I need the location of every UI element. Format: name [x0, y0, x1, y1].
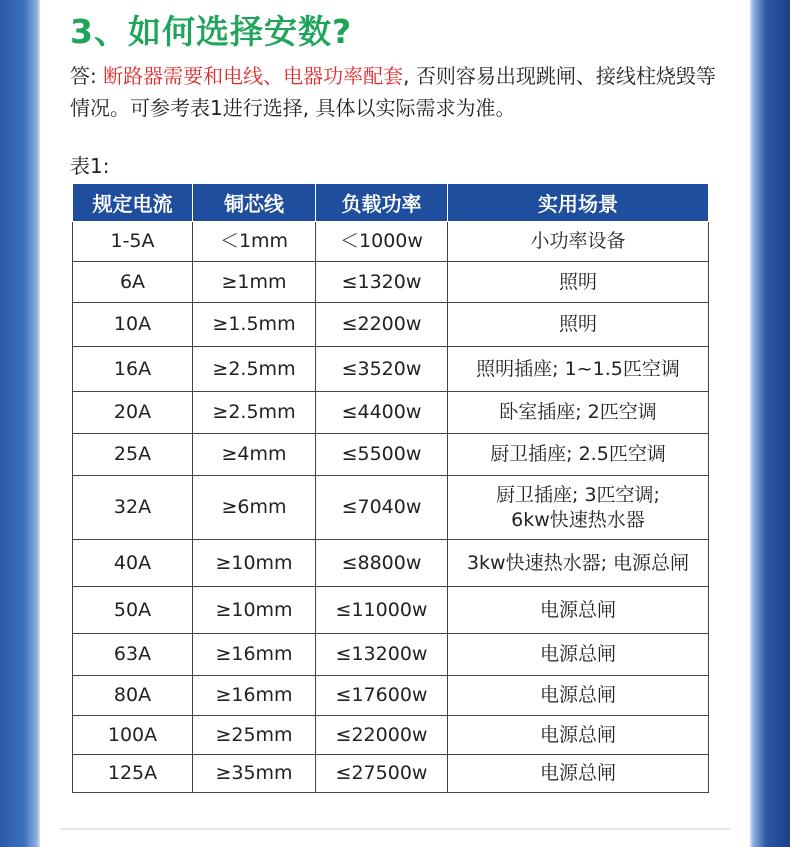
cell-power: ≤1320w: [316, 262, 448, 303]
cell-scene: 照明: [448, 303, 709, 347]
answer-prefix: 答:: [70, 64, 104, 88]
cell-scene: 厨卫插座; 2.5匹空调: [448, 434, 709, 476]
table-row: [73, 222, 709, 262]
cell-current: 32A: [73, 476, 193, 540]
table-row: [73, 676, 709, 716]
table-row: [73, 540, 709, 587]
cell-scene: 卧室插座; 2匹空调: [448, 392, 709, 434]
cell-scene: 小功率设备: [448, 222, 709, 262]
cell-power: ≤2200w: [316, 303, 448, 347]
header-current: 规定电流: [73, 184, 193, 222]
cell-wire: ≥4mm: [193, 434, 316, 476]
section-heading: 3、如何选择安数?: [70, 12, 353, 51]
cell-power: ≤7040w: [316, 476, 448, 540]
table-row: [73, 347, 709, 392]
table-row: [73, 434, 709, 476]
cell-power: ≤13200w: [316, 634, 448, 676]
table-row: [73, 716, 709, 755]
answer-rest: , 否则容易出现跳闸、接线柱烧毁等情况。可参考表1进行选择, 具体以实际需求为准。: [70, 64, 716, 120]
cell-wire: ≥16mm: [193, 676, 316, 716]
cell-current: 40A: [73, 540, 193, 587]
cell-wire: ≥2.5mm: [193, 347, 316, 392]
cell-power: ＜1000w: [316, 222, 448, 262]
cell-current: 100A: [73, 716, 193, 755]
cell-current: 10A: [73, 303, 193, 347]
cell-current: 63A: [73, 634, 193, 676]
cell-scene: 3kw快速热水器; 电源总闸: [448, 540, 709, 587]
cell-scene: 照明插座; 1~1.5匹空调: [448, 347, 709, 392]
cell-scene: 电源总闸: [448, 634, 709, 676]
cell-scene: 厨卫插座; 3匹空调; 6kw快速热水器: [448, 476, 709, 540]
table-row: [73, 303, 709, 347]
cell-power: ≤22000w: [316, 716, 448, 755]
cell-scene: 电源总闸: [448, 676, 709, 716]
cell-power: ≤4400w: [316, 392, 448, 434]
cell-wire: ≥2.5mm: [193, 392, 316, 434]
cell-power: ≤5500w: [316, 434, 448, 476]
table-row: [73, 392, 709, 434]
cell-scene: 电源总闸: [448, 755, 709, 793]
header-power: 负载功率: [316, 184, 448, 222]
breaker-spec-table: [72, 183, 709, 793]
content-panel: [40, 0, 750, 847]
answer-highlight: 断路器需要和电线、电器功率配套: [103, 64, 404, 88]
cell-power: ≤11000w: [316, 587, 448, 634]
cell-wire: ≥1.5mm: [193, 303, 316, 347]
bottom-divider: [60, 828, 730, 830]
cell-current: 6A: [73, 262, 193, 303]
table-row: [73, 755, 709, 793]
header-scene: 实用场景: [448, 184, 709, 222]
header-wire: 铜芯线: [193, 184, 316, 222]
cell-wire: ≥1mm: [193, 262, 316, 303]
cell-wire: ≥16mm: [193, 634, 316, 676]
table-caption: 表1:: [70, 154, 110, 178]
left-frame-border: [0, 0, 40, 847]
table-row: [73, 262, 709, 303]
cell-wire: ≥10mm: [193, 540, 316, 587]
cell-current: 20A: [73, 392, 193, 434]
right-frame-border: [750, 0, 790, 847]
answer-paragraph: [70, 60, 730, 124]
cell-power: ≤27500w: [316, 755, 448, 793]
cell-power: ≤17600w: [316, 676, 448, 716]
table-row: [73, 587, 709, 634]
cell-current: 125A: [73, 755, 193, 793]
cell-current: 80A: [73, 676, 193, 716]
cell-wire: ≥6mm: [193, 476, 316, 540]
cell-scene: 照明: [448, 262, 709, 303]
cell-power: ≤3520w: [316, 347, 448, 392]
cell-wire: ≥10mm: [193, 587, 316, 634]
cell-scene: 电源总闸: [448, 587, 709, 634]
cell-current: 50A: [73, 587, 193, 634]
table-row: [73, 476, 709, 540]
cell-power: ≤8800w: [316, 540, 448, 587]
cell-current: 16A: [73, 347, 193, 392]
cell-wire: ≥25mm: [193, 716, 316, 755]
cell-scene: 电源总闸: [448, 716, 709, 755]
cell-wire: ＜1mm: [193, 222, 316, 262]
cell-current: 1-5A: [73, 222, 193, 262]
cell-current: 25A: [73, 434, 193, 476]
table-row: [73, 634, 709, 676]
table-header-row: [73, 184, 709, 222]
cell-wire: ≥35mm: [193, 755, 316, 793]
